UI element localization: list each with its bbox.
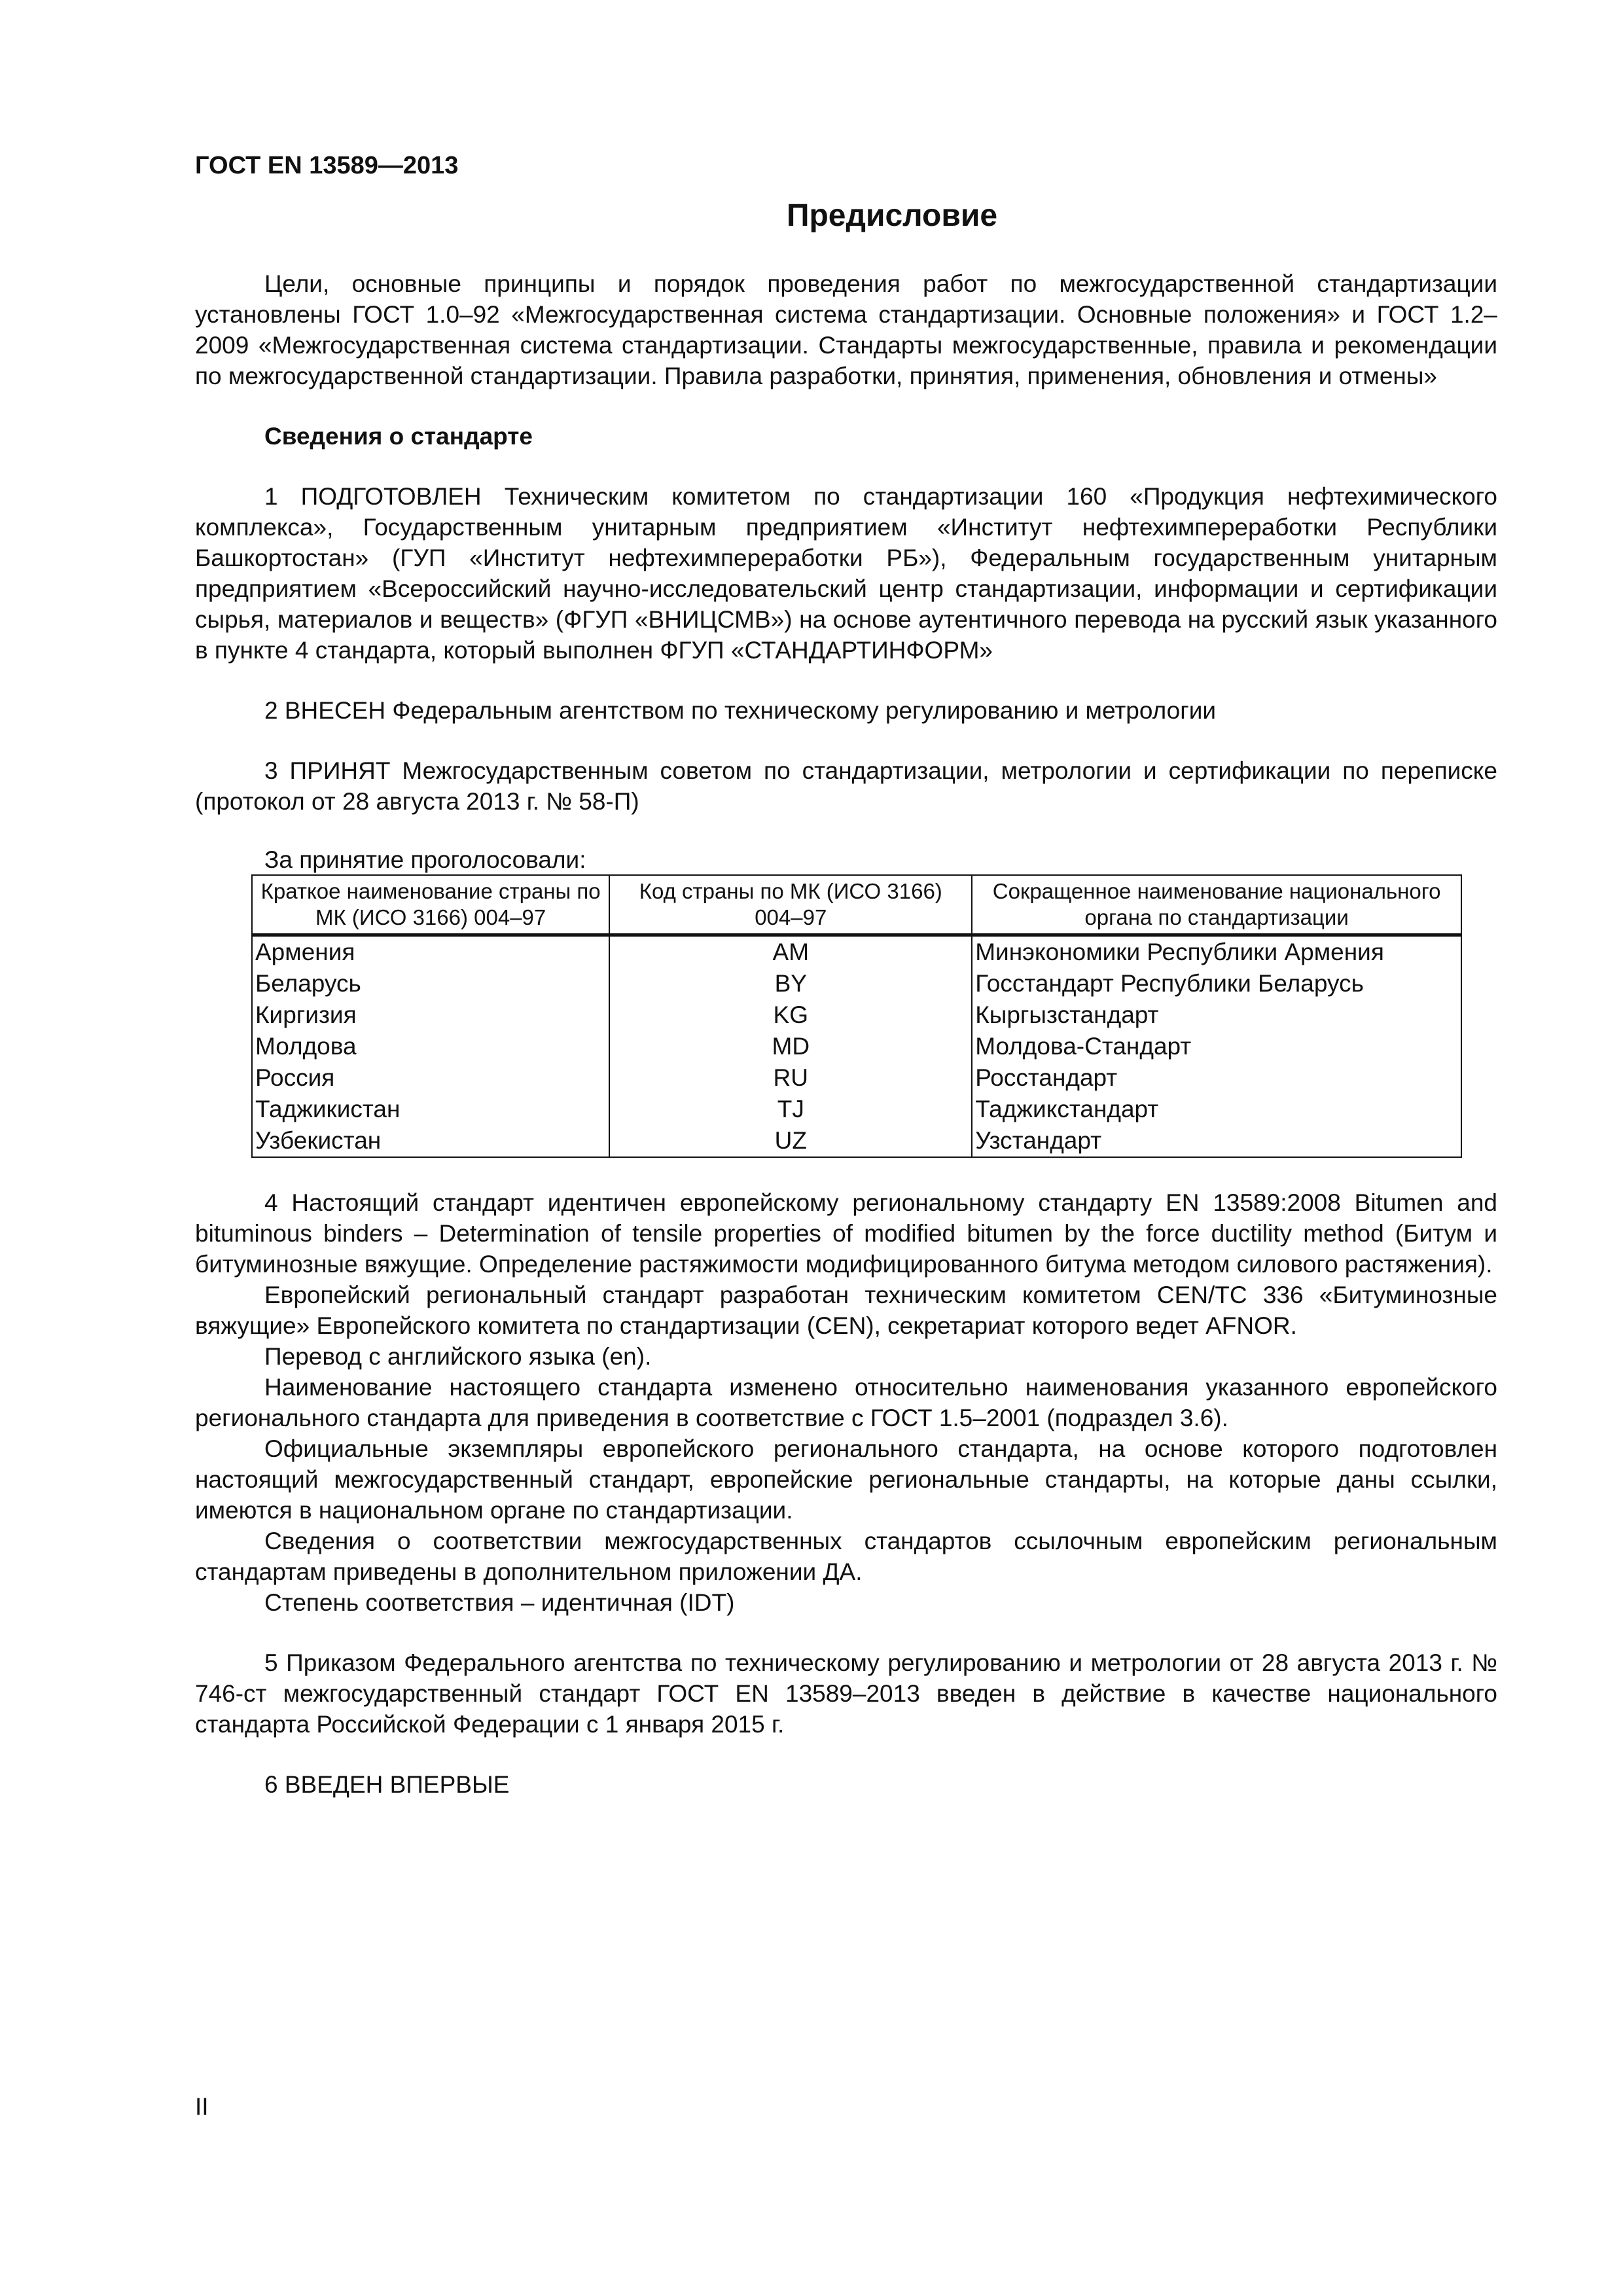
national-body: Росстандарт [972,1062,1461,1094]
item-4-correspondence: Сведения о соответствии межгосударственных стандартов ссылочным европейским региональным стандартам приведены в дополнительном приложении ДА. [195,1528,1497,1585]
country-name: Молдова [252,1031,609,1062]
national-body: Узстандарт [972,1125,1461,1157]
table-row [252,1094,1461,1125]
country-name: Армения [252,935,609,969]
item-4-degree: Степень соответствия – идентичная (IDT) [264,1589,735,1616]
intro-paragraph: Цели, основные принципы и порядок проведения работ по межгосударственной стандартизации установлены ГОСТ 1.0–92 «Межгосударственная система стандартизации. Основные положения» и ГОСТ 1.2–2009 «Межгосударственная система стандартизации. Стандарты межгосударственные, правила и рекомендации по межгосударственной стандартизации. Правила разработки, принятия, применения, обновления и отмены» [195,270,1497,389]
country-code: MD [609,1031,972,1062]
table-row [252,1062,1461,1094]
item-5-order: 5 Приказом Федерального агентства по техническому регулированию и метрологии от 28 августа 2013 г. № 746-ст межгосударственный стандарт ГОСТ EN 13589–2013 введен в действие в качестве национального стандарта Российской Федерации с 1 января 2015 г. [195,1649,1497,1738]
country-name: Россия [252,1062,609,1094]
country-name: Беларусь [252,968,609,999]
item-1-prepared: 1 ПОДГОТОВЛЕН Техническим комитетом по стандартизации 160 «Продукция нефтехимического комплекса», Государственным унитарным предприятием «Институт нефтехимпереработки Республики Башкортостан» (ГУП «Институт нефтехимпереработки РБ»), Федеральным государственным унитарным предприятием «Всероссийский научно-исследовательский центр стандартизации, информации и сертификации сырья, материалов и веществ» (ФГУП «ВНИЦСМВ») на основе аутентичного перевода на русский язык указанного в пункте 4 стандарта, который выполнен ФГУП «СТАНДАРТИНФОРМ» [195,483,1497,664]
table-row [252,968,1461,999]
item-2-submitted: 2 ВНЕСЕН Федеральным агентством по техническому регулированию и метрологии [264,697,1217,724]
national-body: Минэкономики Республики Армения [972,935,1461,969]
table-row [252,1125,1461,1157]
item-4-title-change: Наименование настоящего стандарта изменено относительно наименования указанного европейского регионального стандарта для приведения в соответствие с ГОСТ 1.5–2001 (подраздел 3.6). [195,1374,1497,1431]
country-code: UZ [609,1125,972,1157]
country-code: AM [609,935,972,969]
vote-table [251,874,1462,1158]
document-page [195,149,1497,1800]
vote-table-header-row [252,875,1461,935]
item-4-identical: 4 Настоящий стандарт идентичен европейскому региональному стандарту EN 13589:2008 Bitumen and bituminous binders – Determination of tensile properties of modified bitumen by the force ductility method (Битум и битуминозные вяжущие. Определение растяжимости модифицированного битума методом силового растяжения). [195,1189,1497,1278]
country-name: Таджикистан [252,1094,609,1125]
country-code: TJ [609,1094,972,1125]
country-code: BY [609,968,972,999]
standard-info-heading: Сведения о стандарте [264,423,533,450]
vote-table-caption: За принятие проголосовали: [264,846,586,873]
item-3-adopted: 3 ПРИНЯТ Межгосударственным советом по стандартизации, метрологии и сертификации по переписке (протокол от 28 августа 2013 г. № 58-П) [195,757,1497,815]
header-country-code: Код страны по МК (ИСО 3166) 004–97 [609,875,972,935]
national-body: Таджикстандарт [972,1094,1461,1125]
country-name: Узбекистан [252,1125,609,1157]
page-title: Предисловие [786,198,998,233]
item-4-committee: Европейский региональный стандарт разработан техническим комитетом CEN/TC 336 «Битуминозные вяжущие» Европейского комитета по стандартизации (CEN), секретариат которого ведет AFNOR. [195,1282,1497,1339]
country-code: KG [609,999,972,1031]
table-row [252,999,1461,1031]
country-name: Киргизия [252,999,609,1031]
table-row [252,935,1461,969]
item-6-first-introduced: 6 ВВЕДЕН ВПЕРВЫЕ [264,1771,510,1798]
table-row [252,1031,1461,1062]
item-4-official-copies: Официальные экземпляры европейского регионального стандарта, на основе которого подготовлен настоящий межгосударственный стандарт, европейские региональные стандарты, на которые даны ссылки, имеются в национальном органе по стандартизации. [195,1435,1497,1524]
national-body: Молдова-Стандарт [972,1031,1461,1062]
national-body: Госстандарт Республики Беларусь [972,968,1461,999]
header-country-name: Краткое наименование страны по МК (ИСО 3166) 004–97 [252,875,609,935]
national-body: Кыргызстандарт [972,999,1461,1031]
header-national-body: Сокращенное наименование национального органа по стандартизации [972,875,1461,935]
document-code: ГОСТ EN 13589—2013 [195,152,459,179]
item-4-translation: Перевод с английского языка (en). [264,1343,652,1370]
page-number: II [195,2093,209,2120]
country-code: RU [609,1062,972,1094]
